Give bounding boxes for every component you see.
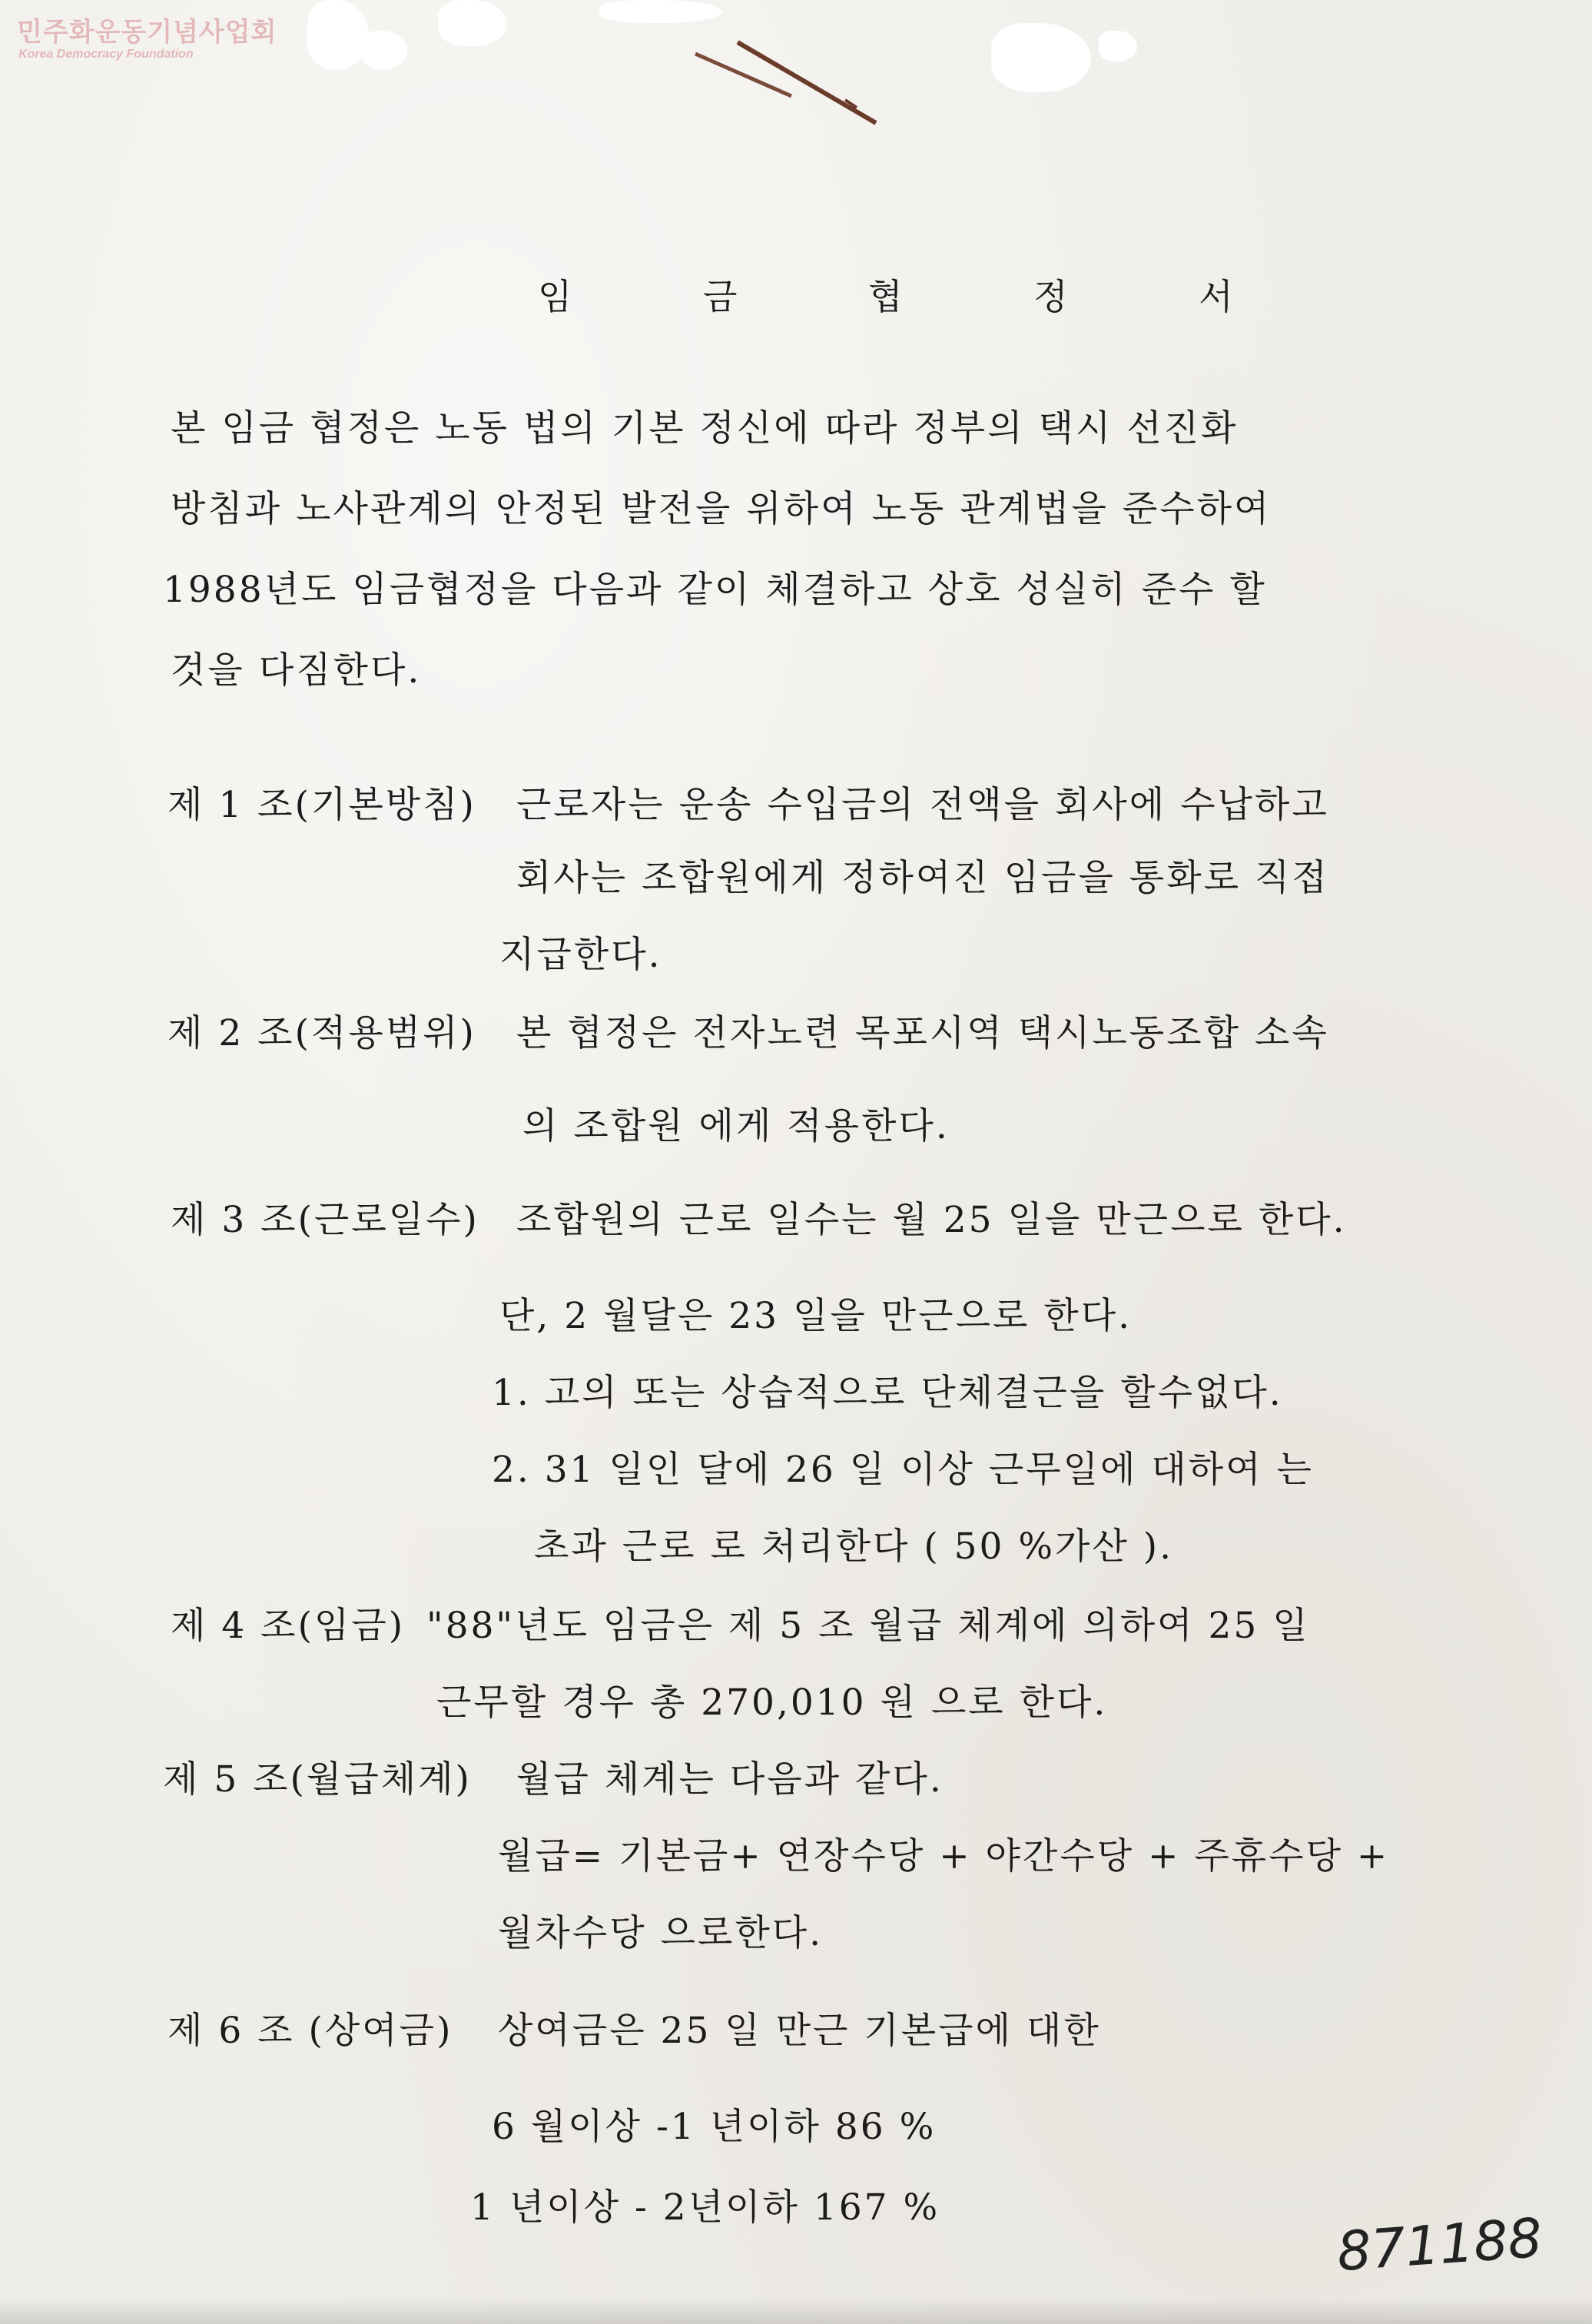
- preamble-line: 1988년도 임금협정을 다음과 같이 체결하고 상호 성실히 준수 할: [163, 569, 1267, 611]
- paper-tear: [599, 0, 722, 23]
- article-line: 1. 고의 또는 상습적으로 단체결근을 할수없다.: [492, 1372, 1283, 1414]
- scan-shadow: [0, 2298, 1592, 2324]
- article-heading: 제 6 조 (상여금): [167, 2010, 453, 2052]
- article-heading: 제 1 조(기본방침): [167, 784, 476, 826]
- article-heading: 제 5 조(월급체계): [163, 1758, 472, 1801]
- paper-tear: [438, 0, 507, 46]
- watermark-korean: 민주화운동기념사업회: [17, 17, 277, 48]
- article-line: 본 협정은 전자노련 목포시역 택시노동조합 소속: [516, 1012, 1329, 1054]
- article-line: 상여금은 25 일 만근 기본급에 대한: [498, 2010, 1101, 2052]
- article-line: 월급= 기본금+ 연장수당 + 야간수당 + 주휴수당 +: [498, 1835, 1390, 1877]
- article-line: "88"년도 임금은 제 5 조 월급 체계에 의하여 25 일: [426, 1605, 1310, 1647]
- preamble-line: 것을 다짐한다.: [171, 649, 422, 692]
- article-line: 1 년이상 - 2년이하 167 %: [470, 2186, 940, 2229]
- archive-number: 871188: [1335, 2206, 1544, 2284]
- article-line: 6 월이상 -1 년이하 86 %: [492, 2106, 937, 2148]
- article-line: 지급한다.: [499, 934, 662, 976]
- article-line: 2. 31 일인 달에 26 일 이상 근무일에 대하여 는: [492, 1449, 1314, 1491]
- preamble-line: 방침과 노사관계의 안정된 발전을 위하여 노동 관계법을 준수하여: [171, 488, 1272, 530]
- paper-tear: [361, 31, 407, 69]
- article-line: 회사는 조합원에게 정하여진 임금을 통화로 직접: [516, 857, 1329, 899]
- article-line: 근로자는 운송 수입금의 전액을 회사에 수납하고: [516, 784, 1329, 826]
- document-title: 임 금 협 정 서: [538, 276, 1293, 317]
- paper-tear: [991, 23, 1091, 92]
- article-heading: 제 2 조(적용범위): [167, 1012, 476, 1054]
- paper-tear: [307, 0, 369, 69]
- article-line: 단, 2 월달은 23 일을 만근으로 한다.: [499, 1295, 1133, 1337]
- article-line: 월급 체계는 다음과 같다.: [516, 1758, 944, 1801]
- article-line: 의 조합원 에게 적용한다.: [522, 1105, 950, 1147]
- article-line: 초과 근로 로 처리한다 ( 50 %가산 ).: [534, 1526, 1174, 1568]
- article-line: 근무할 경우 총 270,010 원 으로 한다.: [436, 1682, 1108, 1724]
- article-heading: 제 4 조(임금): [171, 1605, 406, 1647]
- watermark-english: Korea Democracy Foundation: [18, 48, 194, 61]
- article-line: 조합원의 근로 일수는 월 25 일을 만근으로 한다.: [516, 1199, 1347, 1241]
- preamble-line: 본 임금 협정은 노동 법의 기본 정신에 따라 정부의 택시 선진화: [171, 407, 1239, 450]
- pen-stroke-mark: [692, 31, 891, 138]
- article-line: 월차수당 으로한다.: [498, 1912, 824, 1954]
- article-heading: 제 3 조(근로일수): [171, 1199, 479, 1241]
- paper-tear: [1099, 31, 1137, 61]
